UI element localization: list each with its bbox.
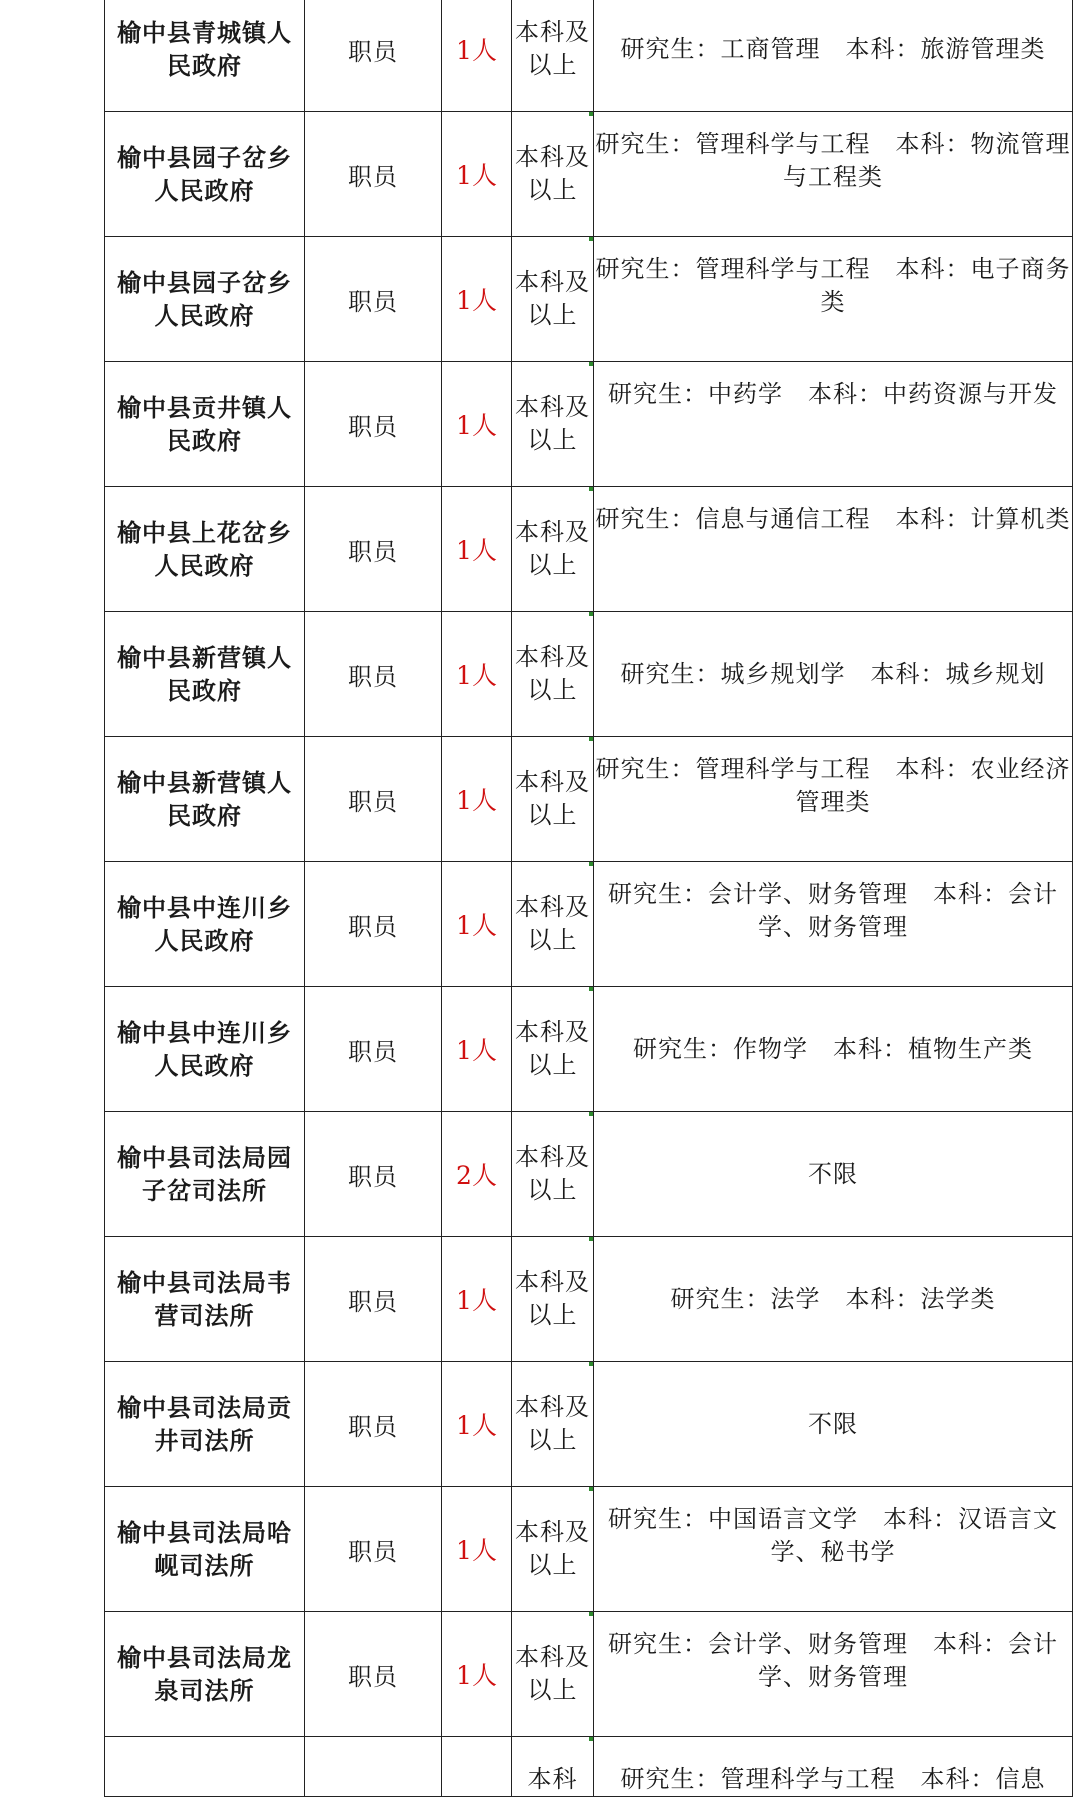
- major-cell: 研究生：管理科学与工程 本科：信息: [594, 1737, 1073, 1797]
- education-cell: 本科及以上: [512, 1612, 594, 1737]
- count-cell: 1人: [442, 1487, 512, 1612]
- count-cell: 1人: [442, 1362, 512, 1487]
- post-cell: 职员: [305, 1612, 442, 1737]
- education-cell: 本科及以上: [512, 737, 594, 862]
- major-cell: 研究生：中国语言文学 本科：汉语言文学、秘书学: [594, 1487, 1073, 1612]
- table-row: [105, 1112, 1073, 1237]
- count-cell: 1人: [442, 362, 512, 487]
- major-cell: 研究生：工商管理 本科：旅游管理类: [594, 0, 1073, 112]
- unit-cell: 榆中县司法局贡井司法所: [105, 1362, 305, 1487]
- education-cell: 本科及以上: [512, 362, 594, 487]
- unit-cell: 榆中县新营镇人民政府: [105, 737, 305, 862]
- post-cell: 职员: [305, 0, 442, 112]
- unit-cell: 榆中县贡井镇人民政府: [105, 362, 305, 487]
- count-cell: 2人: [442, 1112, 512, 1237]
- major-cell: 研究生：会计学、财务管理 本科：会计学、财务管理: [594, 862, 1073, 987]
- count-cell: 1人: [442, 1612, 512, 1737]
- education-cell: 本科及以上: [512, 1237, 594, 1362]
- table-row: [105, 487, 1073, 612]
- unit-cell: 榆中县司法局园子岔司法所: [105, 1112, 305, 1237]
- unit-cell: 榆中县上花岔乡人民政府: [105, 487, 305, 612]
- education-cell: 本科及以上: [512, 1112, 594, 1237]
- unit-cell: 榆中县司法局韦营司法所: [105, 1237, 305, 1362]
- major-cell: 研究生：管理科学与工程 本科：电子商务类: [594, 237, 1073, 362]
- education-cell: 本科及以上: [512, 1362, 594, 1487]
- post-cell: 职员: [305, 1112, 442, 1237]
- education-cell: 本科及以上: [512, 1487, 594, 1612]
- education-cell: 本科及以上: [512, 0, 594, 112]
- post-cell: 职员: [305, 612, 442, 737]
- unit-cell: 榆中县园子岔乡人民政府: [105, 112, 305, 237]
- table-row: [105, 1612, 1073, 1737]
- post-cell: 职员: [305, 237, 442, 362]
- table-row: [105, 862, 1073, 987]
- count-cell: 1人: [442, 862, 512, 987]
- major-cell: 研究生：法学 本科：法学类: [594, 1237, 1073, 1362]
- table-row: [105, 1487, 1073, 1612]
- count-cell: 1人: [442, 987, 512, 1112]
- count-cell: [442, 1737, 512, 1797]
- major-cell: 不限: [594, 1362, 1073, 1487]
- education-cell: 本科: [512, 1737, 594, 1797]
- major-cell: 研究生：管理科学与工程 本科：农业经济管理类: [594, 737, 1073, 862]
- unit-cell: 榆中县新营镇人民政府: [105, 612, 305, 737]
- table-row: [105, 112, 1073, 237]
- table-row: [105, 237, 1073, 362]
- education-cell: 本科及以上: [512, 987, 594, 1112]
- table-row: [105, 0, 1073, 112]
- post-cell: 职员: [305, 362, 442, 487]
- unit-cell: 榆中县司法局龙泉司法所: [105, 1612, 305, 1737]
- post-cell: 职员: [305, 737, 442, 862]
- post-cell: 职员: [305, 987, 442, 1112]
- count-cell: 1人: [442, 112, 512, 237]
- education-cell: 本科及以上: [512, 862, 594, 987]
- major-cell: 研究生：会计学、财务管理 本科：会计学、财务管理: [594, 1612, 1073, 1737]
- count-cell: 1人: [442, 487, 512, 612]
- major-cell: 研究生：中药学 本科：中药资源与开发: [594, 362, 1073, 487]
- table-row: [105, 987, 1073, 1112]
- count-cell: 1人: [442, 737, 512, 862]
- count-cell: 1人: [442, 612, 512, 737]
- unit-cell: 榆中县园子岔乡人民政府: [105, 237, 305, 362]
- post-cell: [305, 1737, 442, 1797]
- education-cell: 本科及以上: [512, 612, 594, 737]
- count-cell: 1人: [442, 0, 512, 112]
- table-row: [105, 362, 1073, 487]
- education-cell: 本科及以上: [512, 112, 594, 237]
- education-cell: 本科及以上: [512, 487, 594, 612]
- table-row-partial: [105, 1737, 1073, 1797]
- unit-cell: 榆中县中连川乡人民政府: [105, 862, 305, 987]
- post-cell: 职员: [305, 1487, 442, 1612]
- count-cell: 1人: [442, 1237, 512, 1362]
- table-row: [105, 1237, 1073, 1362]
- unit-cell: 榆中县中连川乡人民政府: [105, 987, 305, 1112]
- major-cell: 不限: [594, 1112, 1073, 1237]
- education-cell: 本科及以上: [512, 237, 594, 362]
- post-cell: 职员: [305, 487, 442, 612]
- post-cell: 职员: [305, 112, 442, 237]
- major-cell: 研究生：城乡规划学 本科：城乡规划: [594, 612, 1073, 737]
- unit-cell: 榆中县司法局哈岘司法所: [105, 1487, 305, 1612]
- unit-cell: [105, 1737, 305, 1797]
- table-row: [105, 1362, 1073, 1487]
- major-cell: 研究生：管理科学与工程 本科：物流管理与工程类: [594, 112, 1073, 237]
- count-cell: 1人: [442, 237, 512, 362]
- recruitment-table: [104, 0, 1073, 1797]
- table-row: [105, 737, 1073, 862]
- major-cell: 研究生：信息与通信工程 本科：计算机类: [594, 487, 1073, 612]
- major-cell: 研究生：作物学 本科：植物生产类: [594, 987, 1073, 1112]
- post-cell: 职员: [305, 862, 442, 987]
- unit-cell: 榆中县青城镇人民政府: [105, 0, 305, 112]
- table-row: [105, 612, 1073, 737]
- post-cell: 职员: [305, 1362, 442, 1487]
- post-cell: 职员: [305, 1237, 442, 1362]
